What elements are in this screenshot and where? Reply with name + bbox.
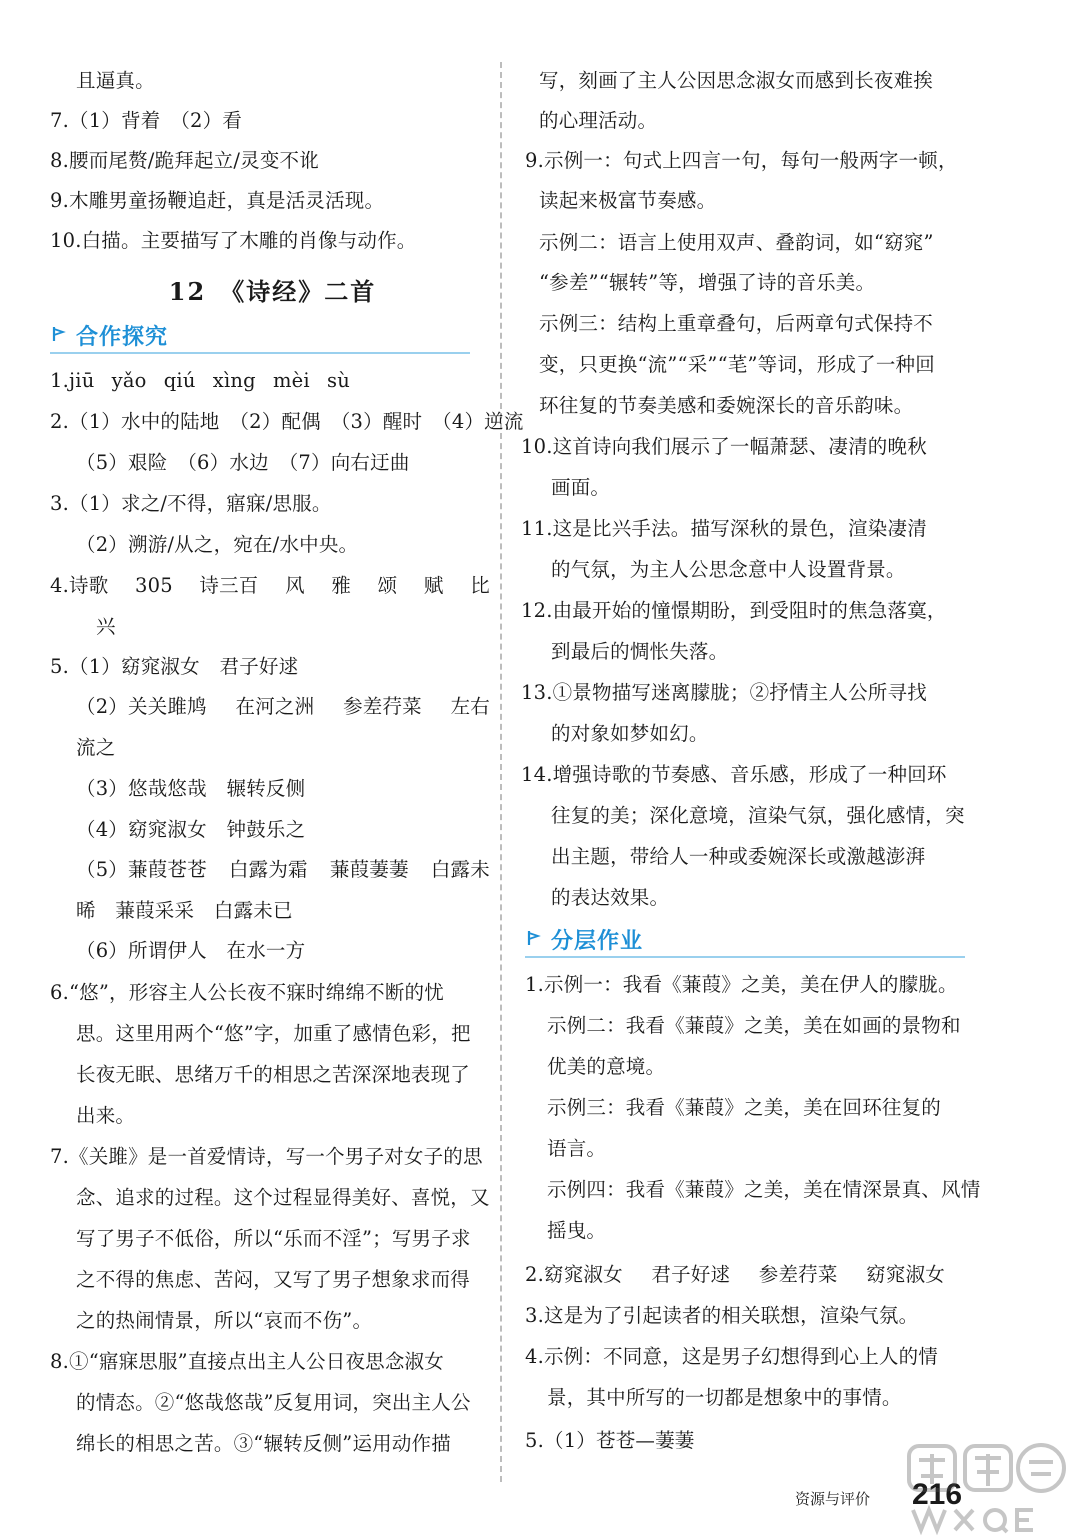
section-rule <box>525 956 965 958</box>
section-marker-icon <box>52 326 66 342</box>
section-title: 合作探究 <box>76 325 169 350</box>
pinyin-item: mèi <box>272 369 310 392</box>
section-marker-icon <box>527 930 541 946</box>
pinyin-item: sù <box>327 369 350 392</box>
homework-4-cont: 景，其中所写的一切都是想象中的事情。 <box>547 1386 902 1409</box>
phrase: 窈窕淑女 <box>866 1263 945 1286</box>
lesson-title: 12 《诗经》二首 <box>168 277 377 306</box>
answer-8: 8.腰而尾赘/跪拜起立/灵变不讹 <box>50 149 319 172</box>
answer-5-line: （3）悠哉悠哉 辗转反侧 <box>76 777 306 800</box>
answer-7b: 7.《关雎》是一首爱情诗，写一个男子对女子的思 <box>50 1145 483 1168</box>
answer-6-cont: 思。这里用两个“悠”字，加重了感情色彩，把 <box>76 1022 471 1045</box>
answer-3-cont: （2）溯游/从之，宛在/水中央。 <box>76 533 359 556</box>
answer-5-line: 晞 蒹葭采采 白露未已 <box>76 899 293 922</box>
answer-8b-cont: 的情态。②“悠哉悠哉”反复用词，突出主人公 <box>76 1391 471 1414</box>
term: 比 <box>470 574 490 597</box>
answer-4-cont: 兴 <box>96 615 116 638</box>
answer-10b-cont: 画面。 <box>551 476 611 499</box>
answer-5-line: 流之 <box>76 736 116 759</box>
phrase: 2.窈窕淑女 <box>525 1263 623 1286</box>
section-title: 分层作业 <box>551 929 644 954</box>
pinyin-num: 1. <box>50 369 70 392</box>
answer-7b-cont: 之不得的焦虑、苦闷，又写了男子想象求而得 <box>76 1268 471 1291</box>
pinyin-item: yǎo <box>111 369 147 392</box>
text-line: 且逼真。 <box>76 69 155 92</box>
term: 诗三百 <box>199 574 259 597</box>
answer-8b: 8.①“寤寐思服”直接点出主人公日夜思念淑女 <box>50 1350 444 1373</box>
homework-1-cont: 摇曳。 <box>547 1219 607 1242</box>
homework-2 <box>525 1262 945 1288</box>
answer-9b-cont: 示例二：语言上使用双声、叠韵词，如“窈窕” <box>539 231 934 254</box>
answer-5-line <box>76 857 490 883</box>
page-number: 216 <box>912 1478 963 1511</box>
phrase: 白露未 <box>430 858 490 881</box>
homework-1-cont: 示例四：我看《蒹葭》之美，美在情深景真、风情 <box>547 1178 981 1201</box>
term: 雅 <box>331 574 352 597</box>
homework-5: 5.（1）苍苍—萋萋 <box>525 1429 695 1452</box>
phrase: 参差荇菜 <box>343 695 422 718</box>
phrase: 参差荇菜 <box>758 1263 838 1286</box>
homework-1-cont: 语言。 <box>547 1137 607 1160</box>
phrase: 君子好逑 <box>651 1263 731 1286</box>
footer-label: 资源与评价 <box>795 1490 871 1508</box>
answer-9b-cont: 示例三：结构上重章叠句，后两章句式保持不 <box>539 312 934 335</box>
column-divider <box>500 62 502 1482</box>
answer-9b-cont: 变，只更换“流”“采”“芼”等词，形成了一种回 <box>539 353 935 376</box>
answer-14b-cont: 的表达效果。 <box>551 886 670 909</box>
term: 4.诗歌 <box>50 574 109 597</box>
answer-7b-cont: 念、追求的过程。这个过程显得美好、喜悦，又 <box>76 1186 490 1209</box>
answer-9b-cont: 环往复的节奏美感和委婉深长的音乐韵味。 <box>539 394 914 417</box>
answer-12b: 12.由最开始的憧憬期盼，到受阻时的焦急落寞， <box>521 599 947 622</box>
answer-14b: 14.增强诗歌的节奏感、音乐感，形成了一种回环 <box>521 763 947 786</box>
term: 风 <box>285 574 305 597</box>
answer-5-line <box>76 694 490 720</box>
answer-7b-cont: 写了男子不低俗，所以“乐而不淫”；写男子求 <box>76 1227 471 1250</box>
phrase: 蒹葭萋萋 <box>329 858 409 881</box>
phrase: （2）关关雎鸠 <box>76 695 207 718</box>
term: 305 <box>134 574 173 597</box>
phrase: 在河之洲 <box>235 695 315 718</box>
section-rule <box>50 352 470 354</box>
answer-8b-cont: 写，刻画了主人公因思念淑女而感到长夜难挨 <box>539 69 934 92</box>
answer-13b-cont: 的对象如梦如幻。 <box>551 722 709 745</box>
answer-5: 5.（1）窈窕淑女 君子好逑 <box>50 655 299 678</box>
homework-1-cont: 示例三：我看《蒹葭》之美，美在回环往复的 <box>547 1096 942 1119</box>
pinyin-item: qiú <box>163 369 196 392</box>
answer-10: 10.白描。主要描写了木雕的肖像与动作。 <box>50 229 417 252</box>
term: 赋 <box>423 574 444 597</box>
watermark-icon <box>893 1440 1071 1536</box>
pinyin-item: xìng <box>212 369 256 392</box>
answer-6: 6.“悠”，形容主人公长夜不寐时绵绵不断的忧 <box>50 981 444 1004</box>
answer-5-line: （4）窈窕淑女 钟鼓乐之 <box>76 818 306 841</box>
answer-9b-cont: “参差”“辗转”等，增强了诗的音乐美。 <box>539 271 876 294</box>
answer-10b: 10.这首诗向我们展示了一幅萧瑟、凄清的晚秋 <box>521 435 927 458</box>
answer-9b-cont: 读起来极富节奏感。 <box>539 189 717 212</box>
watermark-logo <box>893 1440 1071 1536</box>
homework-1: 1.示例一：我看《蒹葭》之美，美在伊人的朦胧。 <box>525 973 958 996</box>
answer-8b-cont: 的心理活动。 <box>539 109 658 132</box>
phrase: 左右 <box>450 695 490 718</box>
answer-12b-cont: 到最后的惆怅失落。 <box>551 640 729 663</box>
answer-13b: 13.①景物描写迷离朦胧；②抒情主人公所寻找 <box>521 681 927 704</box>
answer-9: 9.木雕男童扬鞭追赶，真是活灵活现。 <box>50 189 385 212</box>
answer-2-cont: （5）艰险 （6）水边 （7）向右迂曲 <box>76 451 410 474</box>
answer-11b: 11.这是比兴手法。描写深秋的景色，渲染凄清 <box>521 517 927 540</box>
answer-6-cont: 出来。 <box>76 1104 136 1127</box>
homework-3: 3.这是为了引起读者的相关联想，渲染气氛。 <box>525 1304 919 1327</box>
answer-7b-cont: 之的热闹情景，所以“哀而不伤”。 <box>76 1309 373 1332</box>
answer-7: 7.（1）背着 （2）看 <box>50 109 243 132</box>
homework-4: 4.示例：不同意，这是男子幻想得到心上人的情 <box>525 1345 939 1368</box>
answer-11b-cont: 的气氛，为主人公思念意中人设置背景。 <box>551 558 906 581</box>
answer-2: 2.（1）水中的陆地 （2）配偶 （3）醒时 （4）逆流 <box>50 410 524 433</box>
answer-9b: 9.示例一：句式上四言一句，每句一般两字一顿， <box>525 149 958 172</box>
answer-14b-cont: 往复的美；深化意境，渲染气氛，强化感情，突 <box>551 804 965 827</box>
phrase: （5）蒹葭苍苍 <box>76 858 207 881</box>
homework-1-cont: 示例二：我看《蒹葭》之美，美在如画的景物和 <box>547 1014 961 1037</box>
answer-14b-cont: 出主题，带给人一种或委婉深长或激越澎湃 <box>551 845 926 868</box>
answer-5-line: （6）所谓伊人 在水一方 <box>76 939 306 962</box>
section-header-homework <box>525 922 965 958</box>
answer-1-pinyin <box>50 368 350 394</box>
section-header-cooperative <box>50 318 470 354</box>
term: 颂 <box>377 574 398 597</box>
answer-3: 3.（1）求之/不得，寤寐/思服。 <box>50 492 332 515</box>
pinyin-item: jiū <box>69 369 95 392</box>
answer-8b-cont: 绵长的相思之苦。③“辗转反侧”运用动作描 <box>76 1432 451 1455</box>
answer-6-cont: 长夜无眠、思绪万千的相思之苦深深地表现了 <box>76 1063 471 1086</box>
answer-4 <box>50 573 490 599</box>
phrase: 白露为霜 <box>228 858 308 881</box>
homework-1-cont: 优美的意境。 <box>547 1055 666 1078</box>
